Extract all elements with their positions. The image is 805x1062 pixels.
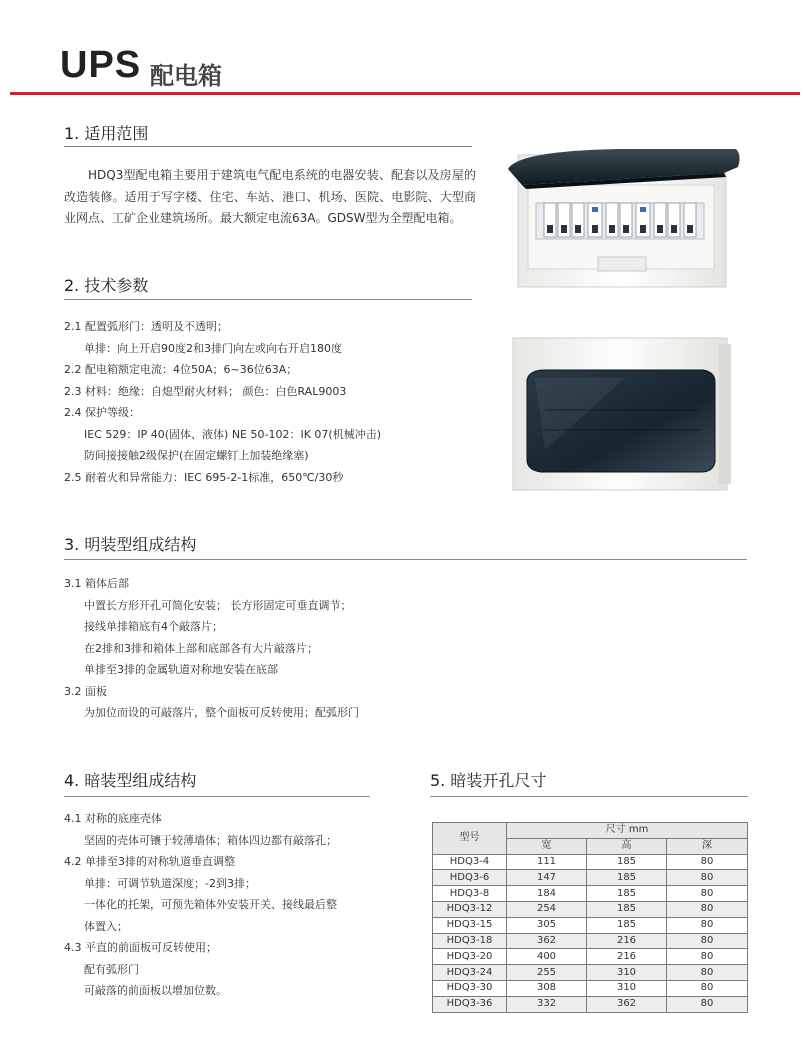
- cell-depth: 80: [667, 870, 748, 886]
- table-row: [433, 901, 748, 917]
- cell-depth: 80: [667, 854, 748, 870]
- cell-width: 254: [507, 901, 587, 917]
- cell-depth: 80: [667, 949, 748, 965]
- structure-line: 可敲落的前面板以增加位数。: [84, 984, 227, 997]
- structure-line: 单排至3排的金属轨道对称地安装在底部: [84, 663, 278, 676]
- cell-height: 216: [587, 933, 667, 949]
- cell-model: HDQ3-20: [433, 949, 507, 965]
- table-row: [433, 965, 748, 981]
- page-title: 配电箱: [150, 62, 222, 90]
- structure-line: 4.2 单排至3排的对称轨道垂直调整: [64, 855, 235, 868]
- section-3-list: [64, 573, 359, 724]
- section-5-rule: [430, 796, 748, 797]
- structure-line: 4.3 平直的前面板可反转使用；: [64, 941, 217, 954]
- cell-height: 310: [587, 965, 667, 981]
- spec-line: 2.1 配置弧形门：透明及不透明；: [64, 320, 228, 333]
- structure-line: 4.1 对称的底座壳体: [64, 812, 162, 825]
- cell-height: 185: [587, 886, 667, 902]
- cell-width: 255: [507, 965, 587, 981]
- cutout-dimensions-table-wrap: [432, 822, 748, 1013]
- table-row: [433, 949, 748, 965]
- cell-height: 310: [587, 980, 667, 996]
- cutout-dimensions-table: [432, 822, 748, 1013]
- structure-line: 中置长方形开孔可简化安装； 长方形固定可垂直调节；: [84, 598, 352, 612]
- header-height: 高: [587, 838, 667, 854]
- spec-line: 防间接接触2级保护(在固定螺钉上加装绝缘塞): [84, 449, 309, 462]
- table-row: [433, 996, 748, 1012]
- header-dimensions: 尺寸 mm: [507, 823, 748, 839]
- product-image-open-lid: [498, 145, 748, 305]
- section-1-rule: [64, 146, 472, 147]
- spec-line: 2.3 材料：绝缘：自熄型耐火材料； 颜色：白色RAL9003: [64, 384, 347, 398]
- cell-width: 305: [507, 917, 587, 933]
- header-depth: 深: [667, 838, 748, 854]
- cell-width: 400: [507, 949, 587, 965]
- cell-height: 185: [587, 917, 667, 933]
- cell-model: HDQ3-18: [433, 933, 507, 949]
- cell-model: HDQ3-30: [433, 980, 507, 996]
- cell-depth: 80: [667, 980, 748, 996]
- section-4-rule: [64, 796, 370, 797]
- header-model: 型号: [433, 823, 507, 855]
- product-image-closed-door: [505, 330, 750, 500]
- cell-depth: 80: [667, 886, 748, 902]
- cell-height: 362: [587, 996, 667, 1012]
- structure-line: 3.1 箱体后部: [64, 577, 129, 590]
- cell-width: 111: [507, 854, 587, 870]
- structure-line: 一体化的托架，可预先箱体外安装开关、接线最后整: [84, 898, 337, 911]
- section-4-list: [64, 808, 337, 1002]
- spec-line: 2.5 耐着火和异常能力：IEC 695-2-1标准，650℃/30秒: [64, 470, 344, 484]
- cell-width: 332: [507, 996, 587, 1012]
- spec-line: IEC 529：IP 40(固体、液体) NE 50-102：IK 07(机械冲击): [84, 427, 381, 441]
- structure-line: 单排：可调节轨道深度；-2到3排；: [84, 876, 256, 890]
- structure-line: 配有弧形门: [84, 962, 139, 976]
- cell-model: HDQ3-36: [433, 996, 507, 1012]
- header-divider: [10, 92, 800, 95]
- section-5-title: 5. 暗装开孔尺寸: [430, 771, 547, 790]
- spec-line: 单排：向上开启90度2和3排门向左或向右开启180度: [84, 341, 342, 355]
- section-1-paragraph: HDQ3型配电箱主要用于建筑电气配电系统的电器安装、配套以及房屋的改造装修。适用于写字楼、住宅、车站、港口、机场、医院、电影院、大型商业网点、工矿企业建筑场所。最大额定电流63A。GDSW型为全塑配电箱。: [64, 168, 476, 226]
- section-3-rule: [64, 559, 747, 560]
- table-row: [433, 870, 748, 886]
- cell-model: HDQ3-15: [433, 917, 507, 933]
- structure-line: 3.2 面板: [64, 684, 107, 698]
- section-2-list: [64, 316, 381, 488]
- structure-line: 体置入；: [84, 919, 128, 933]
- table-row: [433, 933, 748, 949]
- section-1-title: 1. 适用范围: [64, 124, 149, 143]
- cell-model: HDQ3-4: [433, 854, 507, 870]
- cell-model: HDQ3-8: [433, 886, 507, 902]
- cell-height: 185: [587, 901, 667, 917]
- cell-height: 216: [587, 949, 667, 965]
- cell-width: 184: [507, 886, 587, 902]
- spec-line: 2.4 保护等级：: [64, 406, 140, 419]
- cell-model: HDQ3-12: [433, 901, 507, 917]
- table-row: [433, 886, 748, 902]
- header-width: 宽: [507, 838, 587, 854]
- brand-logo-text: UPS: [60, 44, 142, 86]
- section-2-rule: [64, 299, 472, 300]
- table-row: [433, 980, 748, 996]
- cell-depth: 80: [667, 917, 748, 933]
- structure-line: 在2排和3排和箱体上部和底部各有大片敲落片；: [84, 641, 318, 655]
- cell-depth: 80: [667, 965, 748, 981]
- cell-model: HDQ3-6: [433, 870, 507, 886]
- section-2-title: 2. 技术参数: [64, 276, 149, 295]
- cell-depth: 80: [667, 933, 748, 949]
- cell-height: 185: [587, 870, 667, 886]
- cell-model: HDQ3-24: [433, 965, 507, 981]
- distribution-box-closed-illustration: [505, 330, 750, 500]
- structure-line: 坚固的壳体可镶于较薄墙体；箱体四边都有敲落孔；: [84, 833, 337, 847]
- section-4-title: 4. 暗装型组成结构: [64, 771, 197, 790]
- structure-line: 为加位而设的可敲落片，整个面板可反转使用；配弧形门: [84, 706, 359, 719]
- table-row: [433, 917, 748, 933]
- cell-depth: 80: [667, 901, 748, 917]
- structure-line: 接线单排箱底有4个敲落片；: [84, 620, 223, 633]
- cell-width: 147: [507, 870, 587, 886]
- cell-width: 308: [507, 980, 587, 996]
- cell-depth: 80: [667, 996, 748, 1012]
- spec-line: 2.2 配电箱额定电流：4位50A；6~36位63A；: [64, 363, 298, 376]
- cell-width: 362: [507, 933, 587, 949]
- cell-height: 185: [587, 854, 667, 870]
- section-3-title: 3. 明装型组成结构: [64, 535, 197, 554]
- distribution-box-open-illustration: [498, 145, 748, 305]
- table-row: [433, 854, 748, 870]
